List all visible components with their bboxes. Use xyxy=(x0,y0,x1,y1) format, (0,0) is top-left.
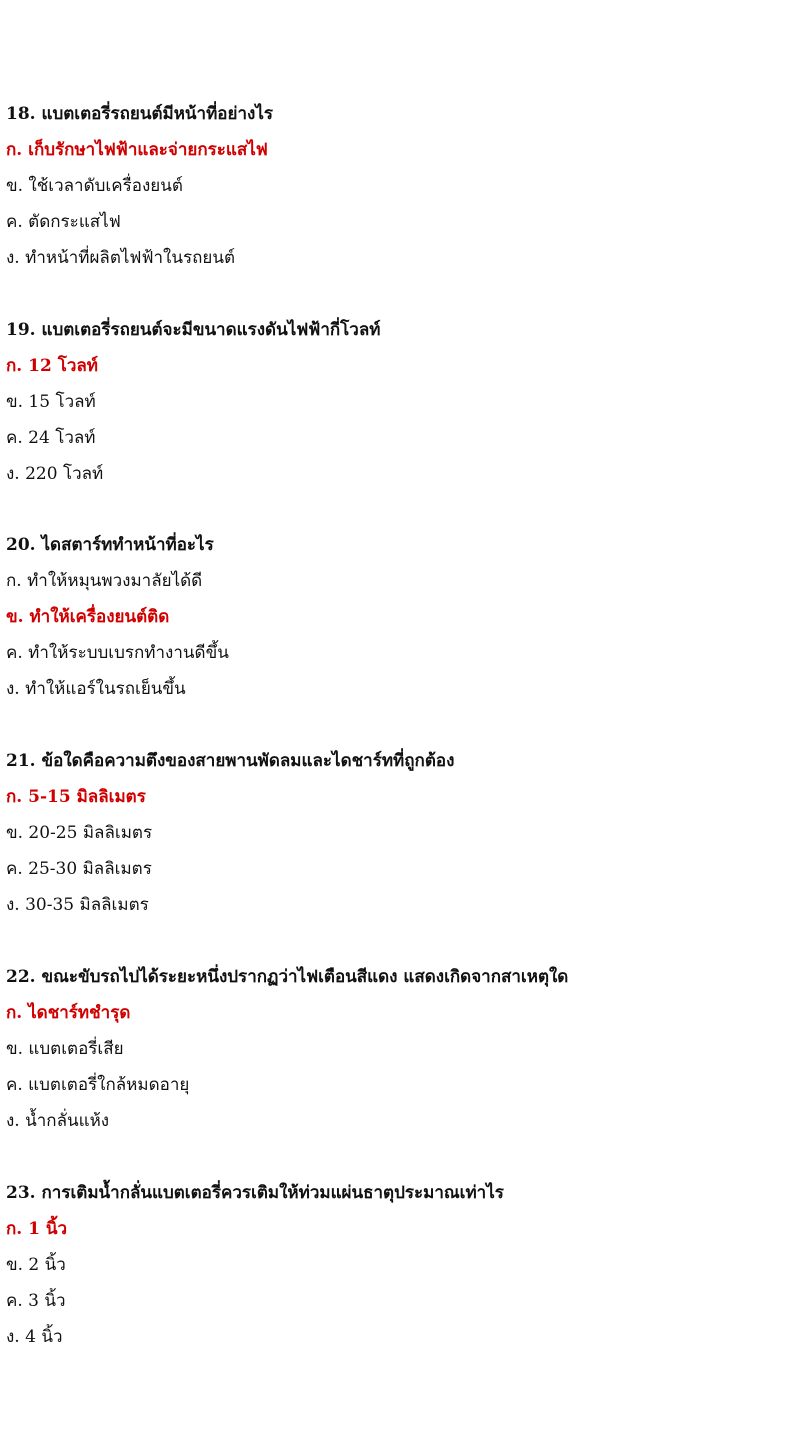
question-block xyxy=(6,959,786,1139)
answer-option: ค. ทำให้ระบบเบรกทำงานดีขึ้น xyxy=(6,643,229,663)
answer-option: ง. ทำหน้าที่ผลิตไฟฟ้าในรถยนต์ xyxy=(6,248,235,268)
question-title: 19. แบตเตอรี่รถยนต์จะมีขนาดแรงดันไฟฟ้ากี่โวลท์ xyxy=(6,320,381,340)
answer-option: ข. 20-25 มิลลิเมตร xyxy=(6,823,153,843)
answer-option: ง. 4 นิ้ว xyxy=(6,1327,63,1347)
answer-option-correct: ก. เก็บรักษาไฟฟ้าและจ่ายกระแสไฟ xyxy=(6,140,268,160)
answer-option: ข. ใช้เวลาดับเครื่องยนต์ xyxy=(6,176,183,196)
answer-option: ก. ทำให้หมุนพวงมาลัยได้ดี xyxy=(6,571,203,591)
question-block xyxy=(6,527,786,707)
question-block xyxy=(6,312,786,492)
answer-option: ค. 25-30 มิลลิเมตร xyxy=(6,859,152,879)
question-block xyxy=(6,743,786,923)
answer-option: ค. 3 นิ้ว xyxy=(6,1291,66,1311)
question-title: 18. แบตเตอรี่รถยนต์มีหน้าที่อย่างไร xyxy=(6,104,274,124)
answer-option-correct: ก. ไดชาร์ทชำรุด xyxy=(6,1003,131,1023)
answer-option: ข. 15 โวลท์ xyxy=(6,392,96,412)
question-title: 23. การเติมน้ำกลั่นแบตเตอรี่ควรเติมให้ท่วมแผ่นธาตุประมาณเท่าไร xyxy=(6,1183,504,1203)
answer-option: ค. 24 โวลท์ xyxy=(6,428,96,448)
question-block xyxy=(6,1175,786,1355)
answer-option: ง. 220 โวลท์ xyxy=(6,464,104,484)
answer-option: ข. 2 นิ้ว xyxy=(6,1255,66,1275)
question-title: 20. ไดสตาร์ททำหน้าที่อะไร xyxy=(6,535,214,555)
answer-option-correct: ข. ทำให้เครื่องยนต์ติด xyxy=(6,607,170,627)
question-block xyxy=(6,96,786,276)
answer-option-correct: ก. 1 นิ้ว xyxy=(6,1219,68,1239)
answer-option: ค. ตัดกระแสไฟ xyxy=(6,212,121,232)
answer-option: ง. ทำให้แอร์ในรถเย็นขึ้น xyxy=(6,679,186,699)
answer-option: ง. 30-35 มิลลิเมตร xyxy=(6,895,149,915)
answer-option: ข. แบตเตอรี่เสีย xyxy=(6,1039,124,1059)
question-title: 22. ขณะขับรถไปได้ระยะหนึ่งปรากฏว่าไฟเตือนสีแดง แสดงเกิดจากสาเหตุใด xyxy=(6,967,569,987)
answer-option: ค. แบตเตอรี่ใกล้หมดอายุ xyxy=(6,1075,190,1095)
answer-option: ง. น้ำกลั่นแห้ง xyxy=(6,1111,110,1131)
answer-option-correct: ก. 5-15 มิลลิเมตร xyxy=(6,787,146,807)
answer-option-correct: ก. 12 โวลท์ xyxy=(6,356,99,376)
question-title: 21. ข้อใดคือความตึงของสายพานพัดลมและไดชาร์ทที่ถูกต้อง xyxy=(6,751,455,771)
